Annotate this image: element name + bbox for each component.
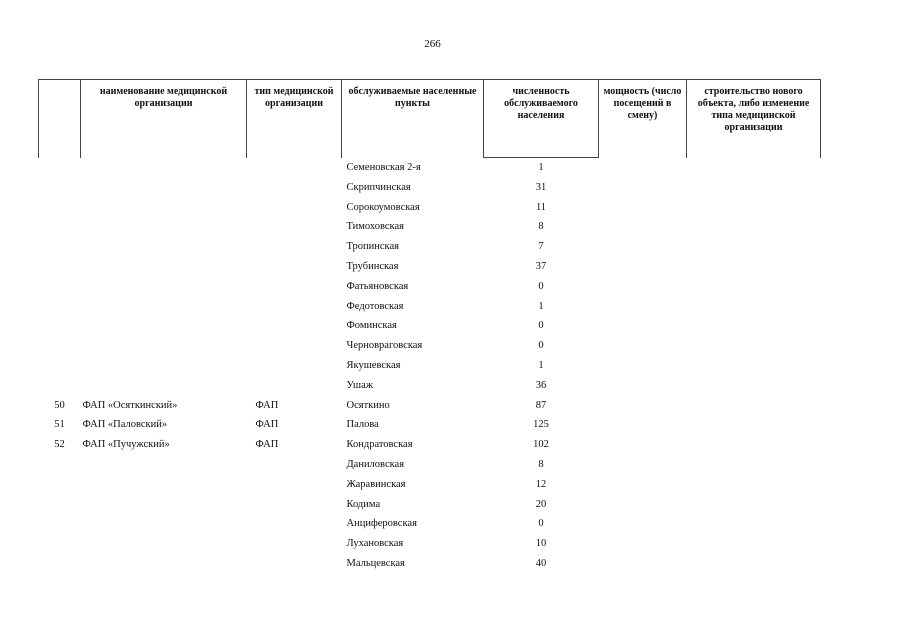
cell-organization-name: [81, 277, 247, 297]
cell-number: [39, 376, 81, 396]
table-row: [39, 277, 821, 297]
cell-capacity: [599, 435, 687, 455]
cell-locality: Черновраговская: [346, 340, 423, 352]
table-row: [39, 495, 821, 515]
cell-construction: [687, 178, 821, 198]
cell-capacity: [599, 316, 687, 336]
cell-population: 87: [535, 399, 547, 411]
cell-organization-name: [81, 178, 247, 198]
table-row: [39, 356, 821, 376]
medical-organizations-table: [38, 79, 821, 574]
cell-number: [39, 257, 81, 277]
cell-organization-name: [81, 257, 247, 277]
cell-capacity: [599, 376, 687, 396]
cell-construction: [687, 376, 821, 396]
cell-construction: [687, 435, 821, 455]
table-row: [39, 217, 821, 237]
cell-construction: [687, 297, 821, 317]
cell-organization-type: ФАП: [255, 439, 279, 451]
cell-organization-type: [247, 277, 342, 297]
cell-capacity: [599, 217, 687, 237]
cell-organization-type: [247, 158, 342, 178]
cell-number: [39, 158, 81, 178]
cell-locality: Тимоховская: [346, 221, 404, 233]
cell-locality: Анциферовская: [346, 518, 417, 530]
cell-capacity: [599, 158, 687, 178]
cell-locality: Мальцевская: [346, 557, 405, 569]
cell-organization-type: [247, 297, 342, 317]
cell-number: [39, 316, 81, 336]
cell-organization-name: [81, 316, 247, 336]
cell-number: [39, 534, 81, 554]
table-row: [39, 415, 821, 435]
cell-population: 0: [538, 340, 544, 352]
cell-number: [39, 495, 81, 515]
cell-locality: Фоминская: [346, 320, 397, 332]
cell-capacity: [599, 336, 687, 356]
cell-organization-type: [247, 495, 342, 515]
cell-organization-name: [81, 198, 247, 218]
cell-locality: Ушаж: [346, 379, 374, 391]
cell-organization-name: [81, 356, 247, 376]
table-row: [39, 198, 821, 218]
cell-organization-type: ФАП: [255, 399, 279, 411]
header-served-localities: обслуживаемые населенные пункты: [342, 80, 484, 158]
cell-construction: [687, 316, 821, 336]
cell-organization-name: [81, 475, 247, 495]
cell-capacity: [599, 514, 687, 534]
header-row: [39, 80, 821, 158]
cell-capacity: [599, 554, 687, 574]
cell-number: [39, 277, 81, 297]
cell-population: 11: [535, 201, 547, 213]
cell-locality: Трубинская: [346, 260, 399, 272]
cell-organization-type: ФАП: [255, 419, 279, 431]
table-row: [39, 455, 821, 475]
cell-construction: [687, 455, 821, 475]
cell-capacity: [599, 257, 687, 277]
table-row: [39, 435, 821, 455]
cell-organization-type: [247, 475, 342, 495]
cell-number: [39, 356, 81, 376]
cell-population: 0: [538, 320, 544, 332]
cell-capacity: [599, 297, 687, 317]
cell-capacity: [599, 495, 687, 515]
cell-population: 31: [535, 181, 547, 193]
cell-capacity: [599, 534, 687, 554]
table-row: [39, 336, 821, 356]
cell-organization-name: [81, 495, 247, 515]
cell-population: 1: [538, 359, 544, 371]
cell-construction: [687, 237, 821, 257]
cell-organization-name: [81, 455, 247, 475]
cell-population: 10: [535, 538, 547, 550]
header-construction: строительство нового объекта, либо изменение типа медицинской организации: [687, 80, 821, 158]
cell-construction: [687, 415, 821, 435]
table-body: [39, 158, 821, 574]
cell-capacity: [599, 455, 687, 475]
cell-capacity: [599, 356, 687, 376]
cell-population: 1: [538, 300, 544, 312]
cell-number: 52: [54, 439, 65, 451]
cell-population: 102: [533, 439, 549, 451]
cell-locality: Даниловская: [346, 458, 405, 470]
header-number: [39, 80, 81, 158]
cell-organization-name: [81, 297, 247, 317]
cell-population: 8: [538, 221, 544, 233]
table-header: [39, 80, 821, 158]
cell-organization-type: [247, 316, 342, 336]
cell-capacity: [599, 396, 687, 416]
cell-organization-name: [81, 336, 247, 356]
header-capacity: мощность (число посещений в смену): [599, 80, 687, 158]
cell-number: 50: [54, 399, 65, 411]
cell-organization-name: ФАП «Пучужский»: [82, 439, 170, 451]
cell-population: 40: [535, 557, 547, 569]
cell-construction: [687, 198, 821, 218]
cell-construction: [687, 554, 821, 574]
cell-locality: Кодима: [346, 498, 381, 510]
cell-locality: Якушевская: [346, 359, 401, 371]
cell-organization-name: [81, 534, 247, 554]
cell-locality: Семеновская 2-я: [346, 161, 421, 173]
cell-organization-type: [247, 356, 342, 376]
cell-number: [39, 554, 81, 574]
table-row: [39, 316, 821, 336]
cell-locality: Осяткино: [346, 399, 390, 411]
table-row: [39, 257, 821, 277]
table-row: [39, 178, 821, 198]
cell-construction: [687, 336, 821, 356]
cell-population: 20: [535, 498, 547, 510]
header-organization-name: наименование медицинской организации: [81, 80, 247, 158]
cell-population: 36: [535, 379, 547, 391]
cell-organization-name: [81, 514, 247, 534]
table-row: [39, 237, 821, 257]
cell-locality: Жаравинская: [346, 478, 406, 490]
cell-construction: [687, 396, 821, 416]
cell-population: 0: [538, 280, 544, 292]
cell-construction: [687, 217, 821, 237]
table-row: [39, 475, 821, 495]
cell-number: [39, 237, 81, 257]
cell-organization-name: ФАП «Паловский»: [82, 419, 168, 431]
cell-construction: [687, 514, 821, 534]
cell-construction: [687, 158, 821, 178]
cell-population: 8: [538, 458, 544, 470]
cell-capacity: [599, 415, 687, 435]
page-number: 266: [424, 38, 441, 50]
cell-organization-type: [247, 514, 342, 534]
table-row: [39, 534, 821, 554]
cell-construction: [687, 475, 821, 495]
cell-population: 1: [538, 162, 544, 173]
cell-organization-type: [247, 455, 342, 475]
cell-locality: Палова: [346, 419, 379, 431]
cell-capacity: [599, 475, 687, 495]
cell-number: [39, 455, 81, 475]
cell-construction: [687, 257, 821, 277]
cell-locality: Фатьяновская: [346, 280, 409, 292]
cell-construction: [687, 534, 821, 554]
cell-construction: [687, 277, 821, 297]
cell-number: 51: [54, 419, 65, 431]
cell-number: [39, 297, 81, 317]
cell-organization-name: [81, 237, 247, 257]
cell-organization-type: [247, 237, 342, 257]
cell-locality: Тропинская: [346, 241, 399, 253]
header-organization-type: тип медицинской организации: [247, 80, 342, 158]
cell-organization-type: [247, 178, 342, 198]
cell-locality: Сорокоумовская: [346, 201, 420, 213]
cell-organization-type: [247, 257, 342, 277]
cell-number: [39, 514, 81, 534]
cell-locality: Скрипчинская: [346, 181, 411, 193]
cell-population: 7: [538, 241, 544, 253]
cell-organization-name: [81, 554, 247, 574]
cell-organization-type: [247, 217, 342, 237]
cell-capacity: [599, 178, 687, 198]
cell-organization-name: [81, 217, 247, 237]
cell-population: 125: [533, 419, 549, 431]
table-row: [39, 396, 821, 416]
cell-capacity: [599, 198, 687, 218]
cell-organization-name: ФАП «Осяткинский»: [82, 399, 178, 411]
cell-construction: [687, 495, 821, 515]
cell-construction: [687, 356, 821, 376]
cell-organization-type: [247, 554, 342, 574]
cell-population: 37: [535, 260, 547, 272]
cell-locality: Кондратовская: [346, 439, 413, 451]
cell-locality: Лухановская: [346, 538, 404, 550]
cell-organization-type: [247, 534, 342, 554]
cell-capacity: [599, 237, 687, 257]
cell-number: [39, 217, 81, 237]
cell-organization-type: [247, 376, 342, 396]
cell-locality: Федотовская: [346, 300, 404, 312]
cell-capacity: [599, 277, 687, 297]
cell-organization-name: [81, 158, 247, 178]
table-row: [39, 297, 821, 317]
cell-number: [39, 336, 81, 356]
cell-population: 0: [538, 518, 544, 530]
cell-organization-type: [247, 198, 342, 218]
cell-number: [39, 475, 81, 495]
cell-organization-type: [247, 336, 342, 356]
table-row: [39, 514, 821, 534]
cell-number: [39, 178, 81, 198]
table-row: [39, 376, 821, 396]
table-row: [39, 554, 821, 574]
cell-organization-name: [81, 376, 247, 396]
cell-population: 12: [535, 478, 547, 490]
cell-number: [39, 198, 81, 218]
header-served-population: численность обслуживаемого населения: [484, 80, 599, 158]
table-row: [39, 158, 821, 178]
